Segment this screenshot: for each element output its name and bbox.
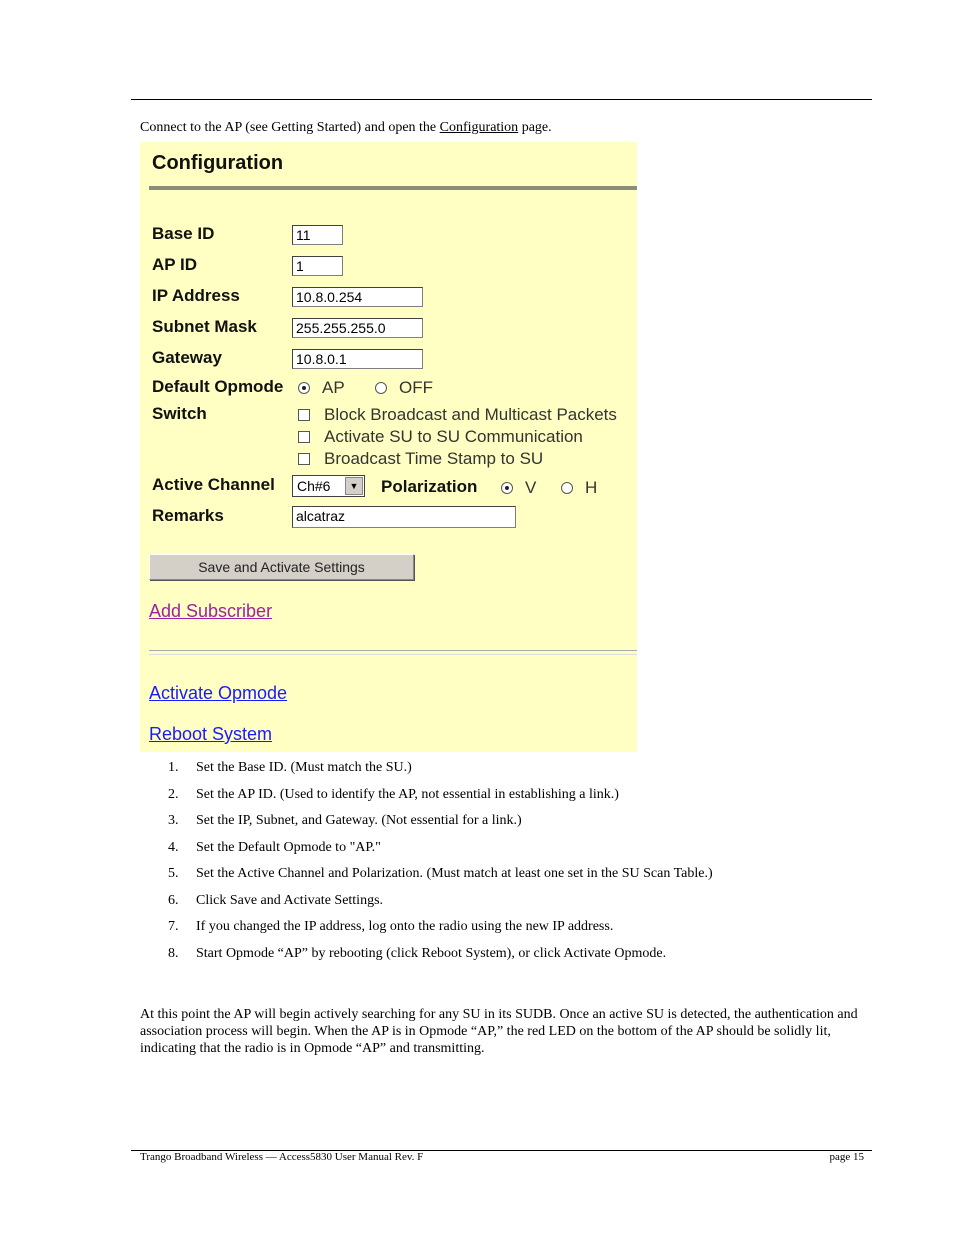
list-item bbox=[160, 813, 713, 840]
step-text: Set the Active Channel and Polarization. (Must match at least one set in the SU Scan Table.) bbox=[196, 866, 713, 881]
step-number: 5. bbox=[168, 866, 179, 881]
remarks-input[interactable]: alcatraz bbox=[292, 506, 516, 528]
active-channel-select[interactable] bbox=[292, 475, 365, 497]
step-text: Set the Base ID. (Must match the SU.) bbox=[196, 760, 412, 775]
config-title-rule bbox=[149, 186, 637, 190]
config-divider bbox=[149, 650, 637, 655]
footer-title: Trango Broadband Wireless — Access5830 User Manual Rev. F bbox=[140, 1151, 424, 1163]
active-channel-label: Active Channel bbox=[152, 475, 275, 494]
step-text: Start Opmode “AP” by rebooting (click Reboot System), or click Activate Opmode. bbox=[196, 945, 667, 961]
step-number: 6. bbox=[168, 892, 179, 908]
ap-id-label: AP ID bbox=[152, 255, 198, 274]
polarization-h-option[interactable] bbox=[561, 478, 597, 498]
step-text: If you changed the IP address, log onto the radio using the new IP address. bbox=[196, 919, 614, 934]
step-number: 8. bbox=[168, 945, 179, 961]
switch-label: Switch bbox=[152, 404, 207, 423]
checkbox[interactable] bbox=[298, 431, 310, 443]
base-id-input[interactable]: 11 bbox=[292, 225, 343, 245]
base-id-label: Base ID bbox=[152, 224, 215, 243]
step-text: Set the AP ID. (Used to identify the AP, not essential in establishing a link.) bbox=[196, 786, 619, 802]
config-title: Configuration bbox=[152, 152, 284, 174]
list-item bbox=[160, 893, 713, 920]
header-rule bbox=[131, 99, 872, 100]
switch-option-su-to-su[interactable] bbox=[298, 427, 583, 447]
switch-option-text: Activate SU to SU Communication bbox=[324, 427, 583, 446]
step-text: Set the IP, Subnet, and Gateway. (Not essential for a link.) bbox=[196, 813, 522, 828]
checkbox[interactable] bbox=[298, 409, 310, 421]
list-item bbox=[160, 840, 713, 867]
step-number: 1. bbox=[168, 760, 179, 775]
steps-list bbox=[160, 760, 713, 972]
step-number: 3. bbox=[168, 813, 179, 828]
opmode-off-radio[interactable] bbox=[375, 382, 387, 394]
polarization-h-text: H bbox=[585, 478, 598, 497]
opmode-off-option[interactable] bbox=[375, 378, 433, 398]
switch-option-text: Block Broadcast and Multicast Packets bbox=[324, 405, 617, 424]
intro-before: Connect to the AP (see Getting Started) and open the bbox=[140, 120, 440, 135]
opmode-ap-text: AP bbox=[322, 378, 345, 397]
ip-address-label: IP Address bbox=[152, 286, 240, 305]
switch-option-text: Broadcast Time Stamp to SU bbox=[324, 449, 544, 468]
chevron-down-icon[interactable]: ▼ bbox=[345, 477, 363, 495]
summary-paragraph: At this point the AP will begin actively searching for any SU in its SUDB. Once an active SU is detected, the authentication and association process will begin. When the AP is in Opmode “AP,” the red LED on the bottom of the AP should be solidly lit, indicating that the radio is in Opmode “AP” and transmitting. bbox=[140, 1007, 858, 1056]
activate-opmode-link[interactable]: Activate Opmode bbox=[149, 683, 288, 703]
subnet-mask-label: Subnet Mask bbox=[152, 317, 257, 336]
intro-text bbox=[140, 120, 552, 136]
polarization-v-text: V bbox=[525, 478, 537, 497]
step-number: 4. bbox=[168, 839, 179, 855]
opmode-ap-radio[interactable] bbox=[298, 382, 310, 394]
list-item bbox=[160, 760, 713, 787]
polarization-v-radio[interactable] bbox=[501, 482, 513, 494]
reboot-system-link[interactable]: Reboot System bbox=[149, 724, 273, 744]
add-subscriber-link[interactable]: Add Subscriber bbox=[149, 601, 273, 621]
configuration-link[interactable]: Configuration bbox=[439, 120, 519, 135]
subnet-mask-input[interactable]: 255.255.255.0 bbox=[292, 318, 423, 338]
step-number: 7. bbox=[168, 919, 179, 934]
active-channel-value: Ch#6 bbox=[297, 478, 331, 494]
remarks-label: Remarks bbox=[152, 506, 224, 525]
step-number: 2. bbox=[168, 786, 179, 802]
switch-option-time-stamp[interactable] bbox=[298, 449, 543, 469]
step-text: Click Save and Activate Settings. bbox=[196, 892, 384, 908]
list-item bbox=[160, 919, 713, 946]
list-item bbox=[160, 787, 713, 814]
gateway-label: Gateway bbox=[152, 348, 222, 367]
page-number: page 15 bbox=[829, 1151, 864, 1163]
checkbox[interactable] bbox=[298, 453, 310, 465]
step-text: Set the Default Opmode to "AP." bbox=[196, 839, 381, 855]
save-and-activate-button[interactable]: Save and Activate Settings bbox=[149, 554, 414, 580]
polarization-v-option[interactable] bbox=[501, 478, 536, 498]
polarization-h-radio[interactable] bbox=[561, 482, 573, 494]
gateway-input[interactable]: 10.8.0.1 bbox=[292, 349, 423, 369]
opmode-off-text: OFF bbox=[399, 378, 433, 397]
opmode-ap-option[interactable] bbox=[298, 378, 345, 398]
intro-after: page. bbox=[518, 120, 552, 135]
ap-id-input[interactable]: 1 bbox=[292, 256, 343, 276]
ip-address-input[interactable]: 10.8.0.254 bbox=[292, 287, 423, 307]
list-item bbox=[160, 866, 713, 893]
polarization-label: Polarization bbox=[381, 477, 478, 496]
switch-option-block-broadcast[interactable] bbox=[298, 405, 617, 425]
default-opmode-label: Default Opmode bbox=[152, 377, 284, 396]
list-item bbox=[160, 946, 713, 973]
configuration-screenshot bbox=[140, 142, 637, 752]
